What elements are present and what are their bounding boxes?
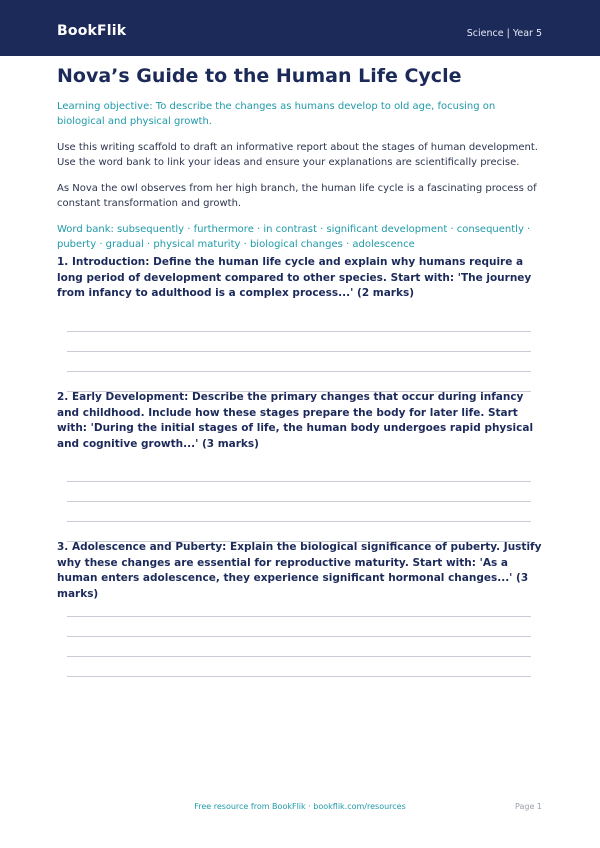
answer-line-3-2[interactable] — [67, 636, 531, 637]
brand-logo-text[interactable]: BookFlik — [57, 23, 127, 39]
worksheet-intro — [57, 64, 543, 252]
answer-line-3-4[interactable] — [67, 676, 531, 677]
answer-line-2-1[interactable] — [67, 481, 531, 482]
question-1: 1. Introduction: Define the human life cycle and explain why humans require a long period of development compared to other species. Start with: 'The journey from infancy to adulthood is a complex process...' (2 marks) — [57, 256, 532, 299]
page-number: Page 1 — [515, 802, 542, 811]
answer-line-1-3[interactable] — [67, 371, 531, 372]
answer-line-1-2[interactable] — [67, 351, 531, 352]
footer-resource-link[interactable]: Free resource from BookFlik · bookflik.com/resources — [194, 802, 406, 811]
word-bank: Word bank: subsequently · furthermore · in contrast · significant development · consequently · puberty · gradual · physical maturity · biological changes · adolescence — [57, 224, 531, 250]
instructions-text: Use this writing scaffold to draft an informative report about the stages of human development. Use the word bank to link your ideas and ensure your explanations are scientifically precise. — [57, 142, 538, 168]
intro-text: As Nova the owl observes from her high branch, the human life cycle is a fascinating process of constant transformation and growth. — [57, 183, 537, 209]
question-3: 3. Adolescence and Puberty: Explain the biological significance of puberty. Justify why these changes are essential for reproductive maturity. Start with: 'As a human enters adolescence, they experience significant hormonal changes...' (3 marks) — [57, 541, 542, 600]
question-2: 2. Early Development: Describe the primary changes that occur during infancy and childhood. Include how these stages prepare the body for later life. Start with: 'During the initial stages of life, the human body undergoes rapid physical and cognitive growth...' (3 marks) — [57, 391, 534, 450]
answer-line-2-2[interactable] — [67, 501, 531, 502]
answer-line-3-1[interactable] — [67, 616, 531, 617]
answer-line-1-1[interactable] — [67, 331, 531, 332]
page-header — [0, 0, 600, 56]
answer-line-3-3[interactable] — [67, 656, 531, 657]
learning-objective: Learning objective: To describe the changes as humans develop to old age, focusing on biological and physical growth. — [57, 101, 496, 127]
subject-year-label: Science | Year 5 — [466, 28, 542, 39]
answer-line-2-3[interactable] — [67, 521, 531, 522]
page-title: Nova’s Guide to the Human Life Cycle — [57, 65, 462, 87]
